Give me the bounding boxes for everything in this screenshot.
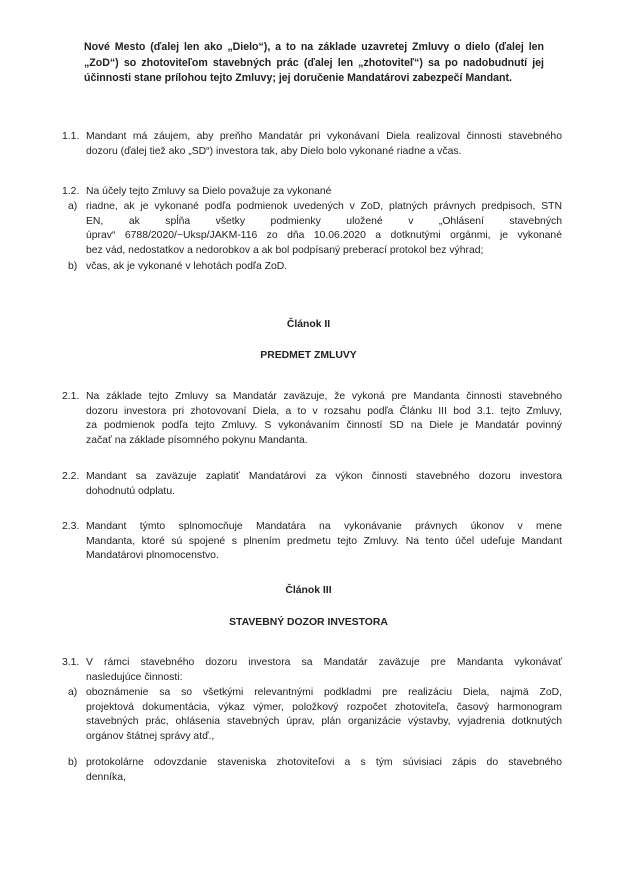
clause-number: 2.3. xyxy=(62,521,80,532)
item-letter: b) xyxy=(68,261,78,272)
intro-line: „ZoD“) so zhotoviteľom stavebných prác (ďalej len „zhotoviteľ“) sa po nadobudnutí jej xyxy=(84,56,544,69)
clause-line: dohodnutú odplatu. xyxy=(86,485,175,497)
clause-number: 2.1. xyxy=(62,391,80,402)
item-line: úprav“ 6788/2020/~Uksp/JAKM-116 zo dňa 10.06.2020 a dotknutými orgánmi, je vykonané xyxy=(86,230,562,241)
clause-line: dozoru (ďalej tiež ako „SD“) investora tak, aby Dielo bolo vykonané riadne a včas. xyxy=(86,145,462,157)
intro-line: Nové Mesto (ďalej len ako „Dielo“), a to na základe uzavretej Zmluvy o dielo (ďalej len xyxy=(84,41,544,53)
clause-line: dozoru investora pri zhotovovaní Diela, a to v rozsahu podľa Článku III bod 3.1. tejto Zmluvy, xyxy=(86,405,562,417)
clause-line: Na účely tejto Zmluvy sa Dielo považuje za vykonané xyxy=(86,186,332,197)
item-line: orgánov štátnej správy atď., xyxy=(86,730,215,742)
item-letter: a) xyxy=(68,201,78,212)
clause-line: Mandant má záujem, aby preňho Mandatár pri vykonávaní Diela realizoval činnosti stavebného xyxy=(86,131,562,142)
clause-line: Mandatárovi plnomocenstvo. xyxy=(86,550,219,561)
clause-line: začať na základe písomného pokynu Mandanta. xyxy=(86,434,308,446)
article-2-subtitle: PREDMET ZMLUVY xyxy=(260,350,357,361)
intro-line: účinnosti stane prílohou tejto Zmluvy; jej doručenie Mandatárovi zabezpečí Mandant. xyxy=(84,72,512,84)
item-letter: a) xyxy=(68,687,78,698)
item-line: bez vád, nedostatkov a nedorobkov a ak bol podpísaný preberací protokol bez výhrad; xyxy=(86,244,484,256)
article-3-title: Článok III xyxy=(285,585,332,596)
intro-paragraph xyxy=(84,40,544,87)
clause-number: 2.2. xyxy=(62,471,80,482)
item-line: denníka, xyxy=(86,771,126,783)
item-line: protokolárne odovzdanie staveniska zhotoviteľovi a s tým súvisiaci zápis do stavebného xyxy=(86,757,562,768)
clause-line: za podmienok podľa tejto Zmluvy. S vykonávaním činností SD na Diele je Mandatár povinný xyxy=(86,420,562,431)
clause-number: 3.1. xyxy=(62,657,80,668)
clause-line: nasledujúce činnosti: xyxy=(86,671,183,683)
item-line: riadne, ak je vykonané podľa podmienok uvedených v ZoD, platných právnych predpisoch, STN xyxy=(86,201,562,212)
clause-line: V rámci stavebného dozoru investora sa Mandatár zaväzuje pre Mandanta vykonávať xyxy=(86,657,562,668)
clause-line: Na základe tejto Zmluvy sa Mandatár zaväzuje, že vykoná pre Mandanta činnosti stavebného xyxy=(86,391,562,402)
item-line: stavebných prác, ohlásenia stavebných úprav, plán organizácie výstavby, vyjadrenia dotknutých xyxy=(86,716,562,727)
article-3-subtitle: STAVEBNÝ DOZOR INVESTORA xyxy=(229,617,388,628)
item-letter: b) xyxy=(68,757,78,768)
clause-line: Mandant sa zaväzuje zaplatiť Mandatárovi za výkon činnosti stavebného dozoru investora xyxy=(86,471,562,482)
clause-number: 1.1. xyxy=(62,131,80,142)
clause-line: Mandanta, ktoré sú spojené s plnením predmetu tejto Zmluvy. Na tento účel udeľuje Mandant xyxy=(86,535,562,547)
item-line: oboznámenie sa so všetkými relevantnými podkladmi pre realizáciu Diela, najmä ZoD, xyxy=(86,687,562,698)
item-line: projektová dokumentácia, výkaz výmer, položkový rozpočet zhotoviteľa, časový harmonogram xyxy=(86,701,562,713)
article-2-title: Článok II xyxy=(286,319,331,330)
item-line: včas, ak je vykonané v lehotách podľa ZoD. xyxy=(86,261,288,272)
clause-line: Mandant týmto splnomocňuje Mandatára na vykonávanie právnych úkonov v mene xyxy=(86,521,562,532)
item-line: EN, ak spĺňa všetky podmienky uložené v „Ohlásení stavebných xyxy=(86,215,562,227)
clause-number: 1.2. xyxy=(62,186,80,197)
